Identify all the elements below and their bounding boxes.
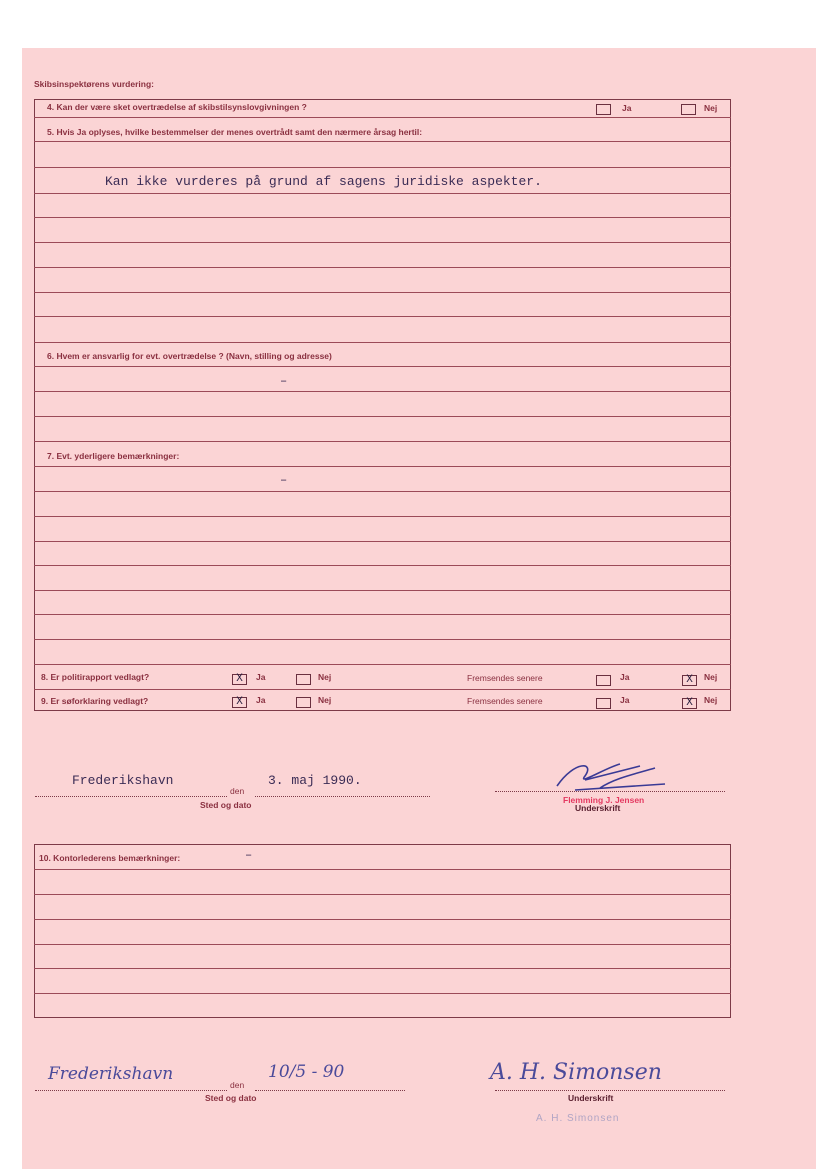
q8-label: 8. Er politirapport vedlagt? <box>41 672 150 682</box>
q8-yes-label: Ja <box>256 672 266 682</box>
q10-label: 10. Kontorlederens bemærkninger: <box>39 853 181 863</box>
q8-later-no-checkbox[interactable]: X <box>682 675 697 686</box>
sign2-place: Frederikshavn <box>48 1064 174 1084</box>
q8-no-checkbox[interactable] <box>296 674 311 685</box>
sign2-signature-label: Underskrift <box>568 1093 614 1103</box>
section-heading: Skibsinspektørens vurdering: <box>34 79 154 89</box>
q9-later-label: Fremsendes senere <box>467 696 543 706</box>
office-remarks-frame <box>34 844 731 1018</box>
sign2-place-line <box>35 1090 227 1091</box>
q6-answer: – <box>280 374 288 388</box>
sign1-stamp-name: Flemming J. Jensen <box>563 795 645 805</box>
q4-yes-checkbox[interactable] <box>596 104 611 115</box>
sign1-signature-line <box>495 791 725 792</box>
sign1-place-line <box>35 796 227 797</box>
sign1-place-date-label: Sted og dato <box>200 800 252 810</box>
sign2-signature: A. H. Simonsen <box>490 1060 662 1085</box>
sign1-place: Frederikshavn <box>72 773 174 788</box>
sign1-den: den <box>230 786 245 796</box>
q9-later-no-checkbox[interactable]: X <box>682 698 697 709</box>
q8-later-label: Fremsendes senere <box>467 673 543 683</box>
sign2-date-line <box>255 1090 405 1091</box>
q8-later-no-label: Nej <box>704 672 718 682</box>
sign2-place-date-label: Sted og dato <box>205 1093 257 1103</box>
q9-yes-checkbox[interactable]: X <box>232 697 247 708</box>
q9-later-yes-label: Ja <box>620 695 630 705</box>
q9-yes-label: Ja <box>256 695 266 705</box>
q6-label: 6. Hvem er ansvarlig for evt. overtrædelse ? (Navn, stilling og adresse) <box>47 351 332 361</box>
sign2-stamp-name: A. H. Simonsen <box>536 1113 620 1124</box>
sign1-signature <box>545 756 685 800</box>
q9-no-label: Nej <box>318 695 332 705</box>
sign1-date: 3. maj 1990. <box>268 773 362 788</box>
q5-answer: Kan ikke vurderes på grund af sagens juridiske aspekter. <box>105 174 542 189</box>
sign2-signature-line <box>495 1090 725 1091</box>
q9-no-checkbox[interactable] <box>296 697 311 708</box>
q4-yes-label: Ja <box>622 103 632 113</box>
q7-label: 7. Evt. yderligere bemærkninger: <box>47 451 180 461</box>
sign2-date: 10/5 - 90 <box>268 1062 345 1082</box>
q9-later-no-label: Nej <box>704 695 718 705</box>
q4-no-label: Nej <box>704 103 718 113</box>
sign1-date-line <box>255 796 430 797</box>
q8-no-label: Nej <box>318 672 332 682</box>
q8-yes-checkbox[interactable]: X <box>232 674 247 685</box>
q7-answer: – <box>280 473 288 487</box>
sign1-signature-label: Underskrift <box>575 803 621 813</box>
q4-label: 4. Kan der være sket overtrædelse af skibstilsynslovgivningen ? <box>47 102 307 112</box>
q8-later-yes-checkbox[interactable] <box>596 675 611 686</box>
assessment-frame <box>34 99 731 711</box>
q4-no-checkbox[interactable] <box>681 104 696 115</box>
q10-answer: – <box>245 848 253 862</box>
q5-label: 5. Hvis Ja oplyses, hvilke bestemmelser der menes overtrådt samt den nærmere årsag hertil: <box>47 127 423 137</box>
q9-later-yes-checkbox[interactable] <box>596 698 611 709</box>
sign2-den: den <box>230 1080 245 1090</box>
q8-later-yes-label: Ja <box>620 672 630 682</box>
q9-label: 9. Er søforklaring vedlagt? <box>41 696 149 706</box>
